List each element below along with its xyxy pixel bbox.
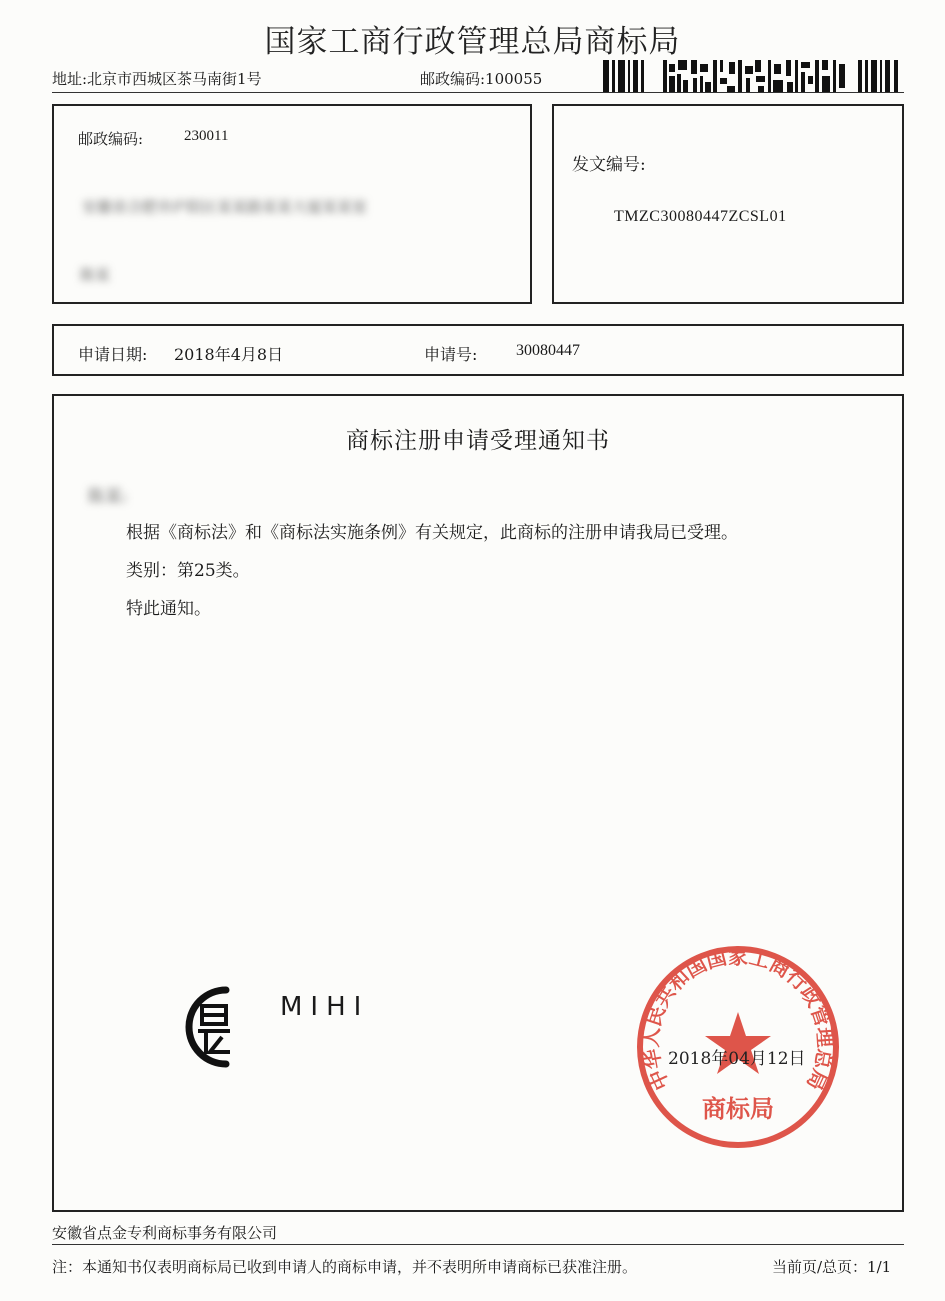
header-divider <box>52 92 904 93</box>
application-date: 2018年4月8日 <box>174 345 284 364</box>
page-indicator: 当前页/总页：1/1 <box>772 1258 892 1276</box>
svg-text:商标局: 商标局 <box>702 1095 774 1123</box>
recipient-name: 陈某 <box>80 266 111 284</box>
trademark-logo-icon <box>166 982 276 1072</box>
trademark-text: MIHI <box>280 992 370 1022</box>
document-number-box <box>552 104 904 304</box>
document-number-label: 发文编号: <box>572 155 646 175</box>
application-date-label: 申请日期: <box>78 345 148 364</box>
bureau-address: 地址:北京市西城区茶马南街1号 <box>52 70 262 88</box>
notice-category: 类别：第25类。 <box>126 561 250 581</box>
notice-closing: 特此通知。 <box>126 599 211 619</box>
barcode <box>603 60 901 92</box>
recipient-box <box>52 104 532 304</box>
application-number-label: 申请号: <box>424 345 478 364</box>
stamp-date: 2018年04月12日 <box>668 1049 806 1069</box>
application-number: 30080447 <box>516 342 580 359</box>
footer-divider <box>52 1244 904 1245</box>
notice-addressee: 陈某: <box>88 487 128 507</box>
recipient-postal-code: 230011 <box>184 128 229 144</box>
recipient-postal-label: 邮政编码: <box>78 130 144 148</box>
agency-name: 安徽省点金专利商标事务有限公司 <box>52 1224 278 1242</box>
recipient-address: 安徽省合肥市庐阳区某某路某某大厦某某室 <box>82 198 368 216</box>
document-number: TMZC30080447ZCSL01 <box>614 208 787 225</box>
application-info-box <box>52 324 904 376</box>
bureau-postal-code: 邮政编码:100055 <box>420 70 543 88</box>
footer-note: 注：本通知书仅表明商标局已收到申请人的商标申请，并不表明所申请商标已获准注册。 <box>52 1258 638 1276</box>
svg-text:中华人民共和国国家工商行政管理总局: 中华人民共和国国家工商行政管理总局 <box>638 944 838 1094</box>
page-title: 国家工商行政管理总局商标局 <box>264 24 681 60</box>
notice-title: 商标注册申请受理通知书 <box>346 428 610 454</box>
notice-body: 根据《商标法》和《商标法实施条例》有关规定，此商标的注册申请我局已受理。 <box>126 523 738 543</box>
